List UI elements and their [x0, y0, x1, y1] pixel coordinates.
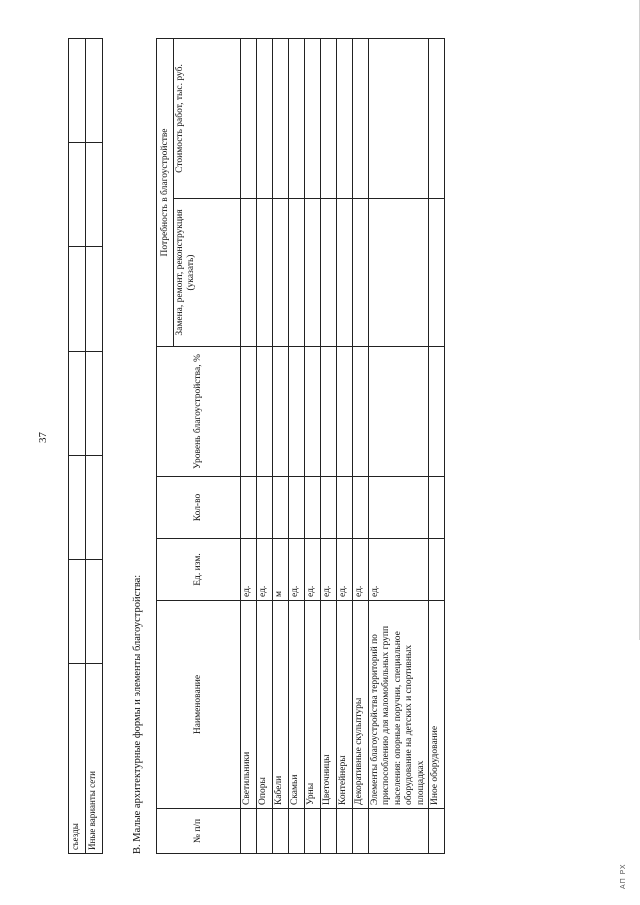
- item-unit: ед.: [305, 539, 321, 601]
- item-unit: ед.: [289, 539, 305, 601]
- item-name: Элементы благоустройства территорий по приспособлению для маломобильных групп населения: опорные поручни, специальное оборудование на детских и спортивных площадках: [369, 601, 429, 809]
- continuation-table: [68, 38, 103, 854]
- table-row: [257, 39, 273, 854]
- item-name: Опоры: [257, 601, 273, 809]
- item-name: Контейнеры: [337, 601, 353, 809]
- item-name: Скамьи: [289, 601, 305, 809]
- section-title: В. Малые архитектурные формы и элементы благоустройства:: [132, 574, 143, 854]
- header-qty: Кол-во: [157, 477, 241, 539]
- header-unit: Ед. изм.: [157, 539, 241, 601]
- table-row: [273, 39, 289, 854]
- table-row: [241, 39, 257, 854]
- item-unit: ед.: [257, 539, 273, 601]
- cell-label: съезды: [69, 664, 86, 854]
- header-level: Уровень благоустройства, %: [157, 347, 241, 477]
- item-unit: м: [273, 539, 289, 601]
- table-row: [428, 39, 444, 854]
- item-unit: ед.: [241, 539, 257, 601]
- header-repair: Замена, ремонт, реконструкция (указать): [174, 199, 241, 347]
- table-row: [69, 39, 86, 854]
- header-need: Потребность в благоустройстве: [157, 39, 174, 347]
- header-row: [157, 39, 174, 854]
- item-unit: [428, 539, 444, 601]
- item-unit: ед.: [321, 539, 337, 601]
- item-name: Цветочницы: [321, 601, 337, 809]
- item-unit: ед.: [337, 539, 353, 601]
- table-row: [289, 39, 305, 854]
- item-unit: ед.: [369, 539, 429, 601]
- item-name: Иное оборудование: [428, 601, 444, 809]
- item-name: Декоративные скульптуры: [353, 601, 369, 809]
- header-name: Наименование: [157, 601, 241, 809]
- table-row: [86, 39, 103, 854]
- cell-label: Иные варианты сети: [86, 664, 103, 854]
- corner-mark: АП РХ: [620, 863, 627, 889]
- item-unit: ед.: [353, 539, 369, 601]
- item-name: Урны: [305, 601, 321, 809]
- table-row: [305, 39, 321, 854]
- table-row: [337, 39, 353, 854]
- amenities-table: [156, 38, 445, 854]
- table-row: [321, 39, 337, 854]
- page-number: 37: [37, 432, 49, 443]
- table-row: [369, 39, 429, 854]
- header-num: № п/п: [157, 809, 241, 854]
- table-row: [353, 39, 369, 854]
- header-cost: Стоимость работ, тыс. руб.: [174, 39, 241, 199]
- item-name: Кабели: [273, 601, 289, 809]
- item-name: Светильники: [241, 601, 257, 809]
